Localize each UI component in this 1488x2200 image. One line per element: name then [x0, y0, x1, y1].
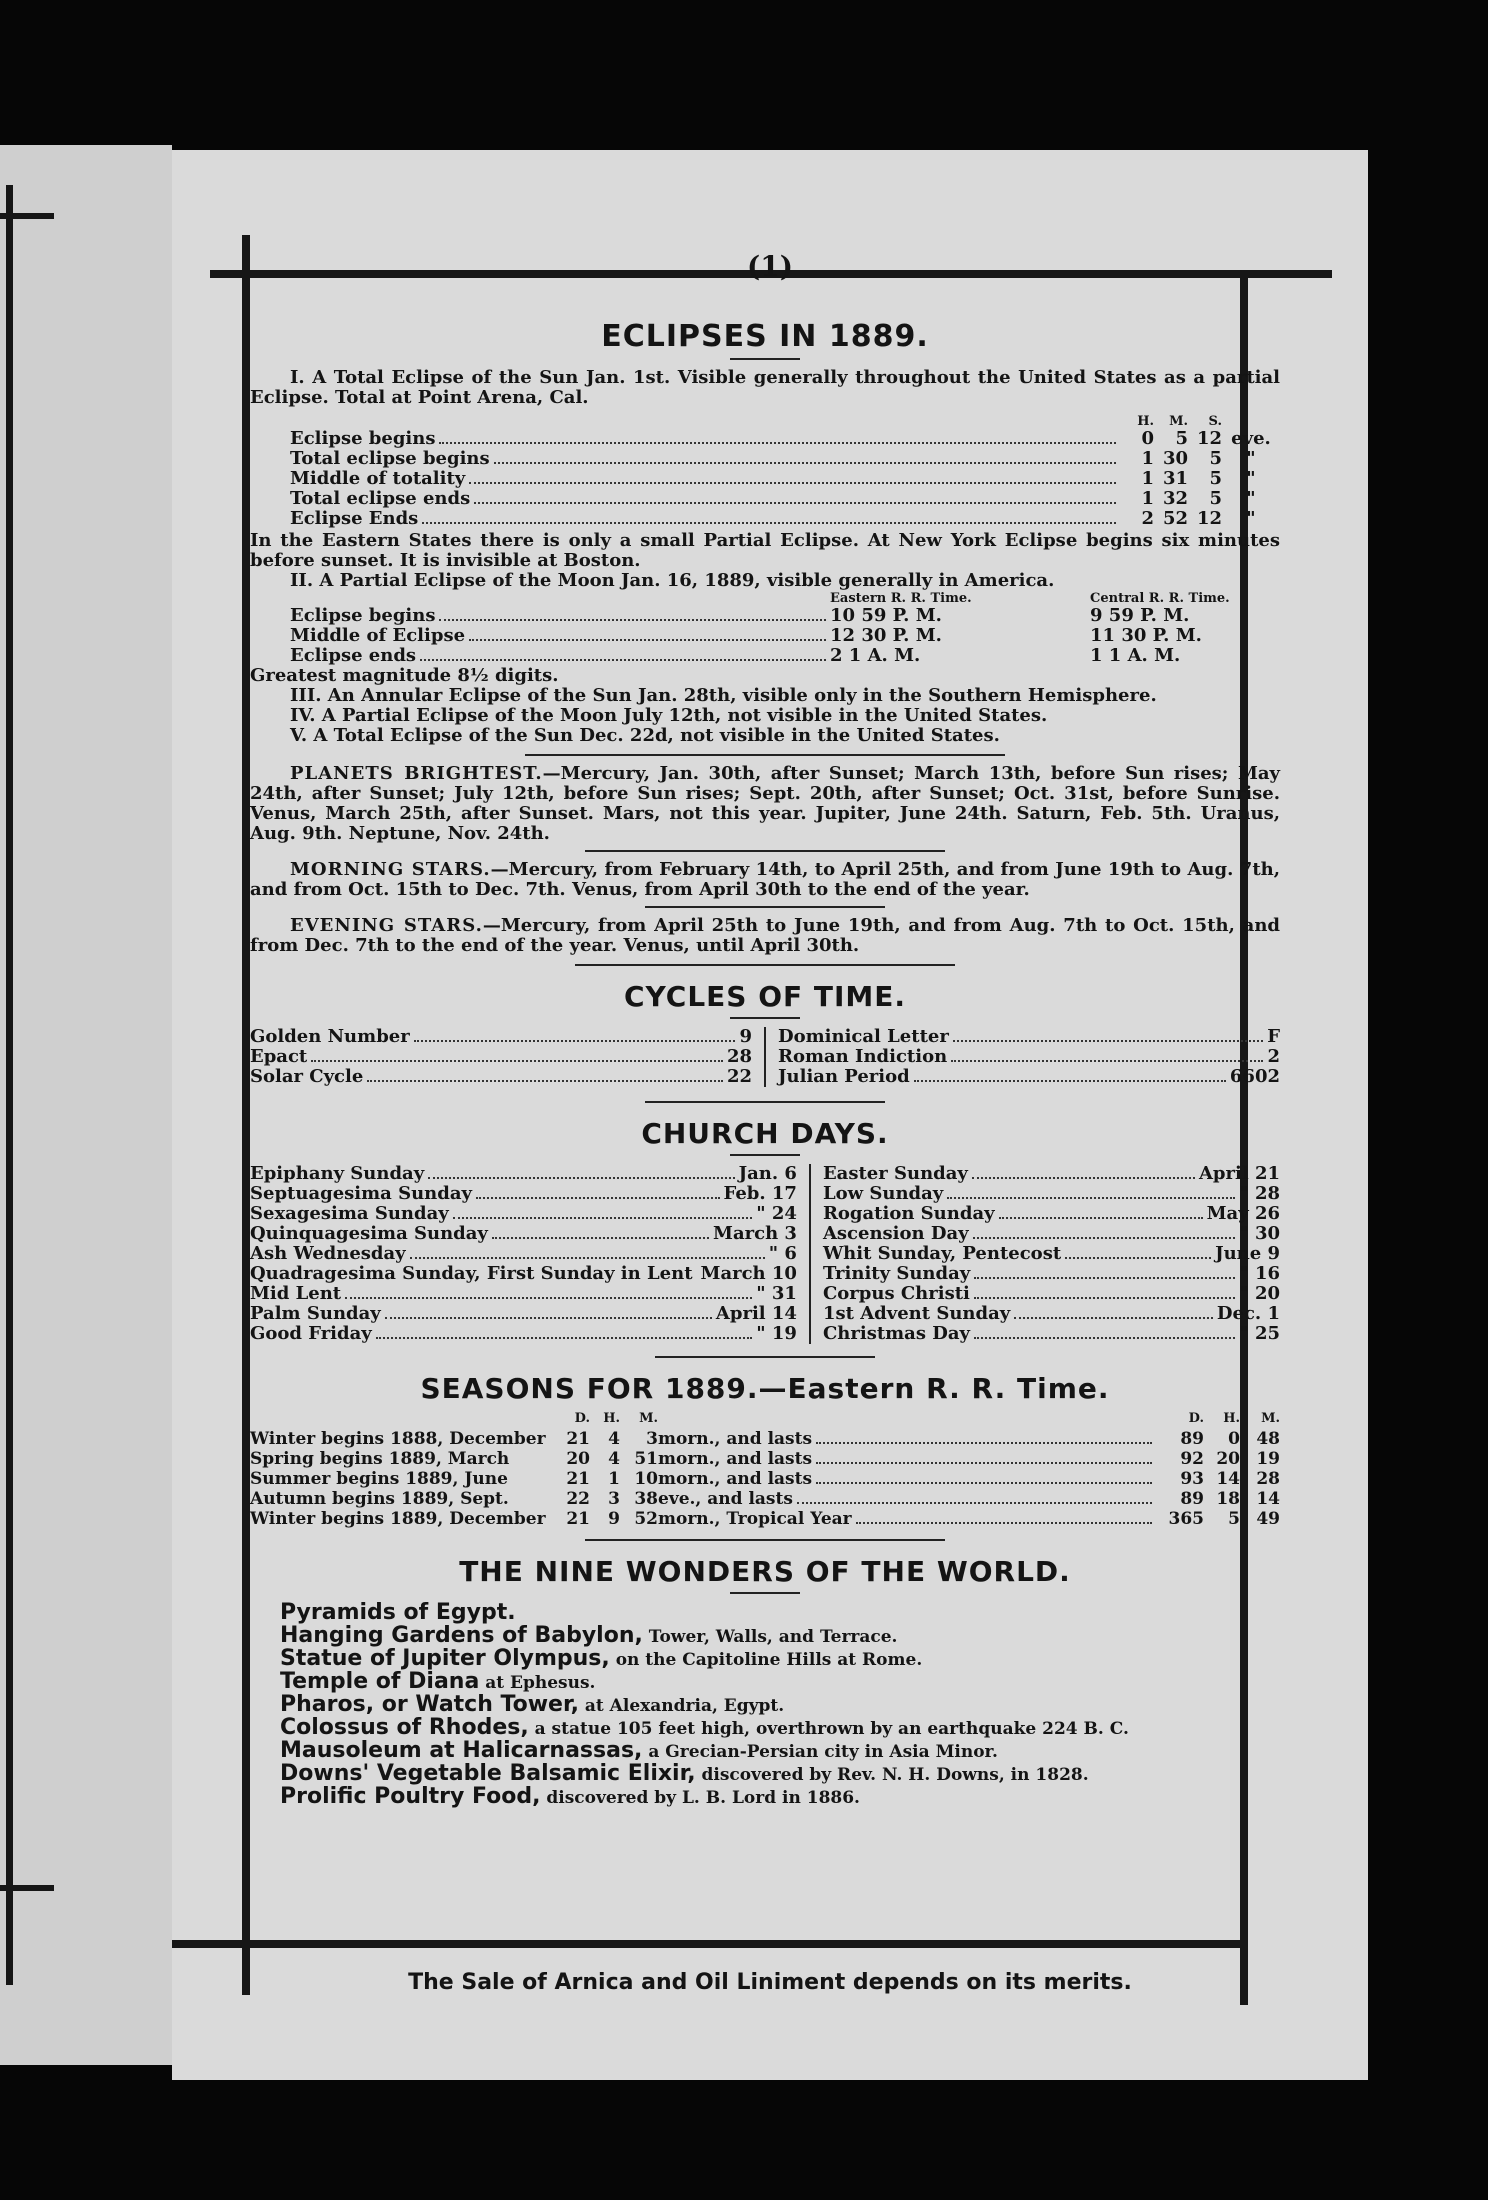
length-days: 89	[1180, 1489, 1204, 1509]
begin-day: 21	[566, 1509, 590, 1529]
leader-dots	[469, 639, 826, 641]
value-s: 5	[1209, 488, 1222, 509]
cycles-title: CYCLES OF TIME.	[623, 980, 907, 1013]
planets-paragraph	[250, 764, 1280, 844]
leader-dots	[439, 442, 1116, 444]
sun-eclipse-row	[290, 469, 1280, 489]
wonder-detail: on the Capitoline Hills at Rome.	[615, 1650, 923, 1670]
church-day-row	[823, 1324, 1280, 1344]
page-content	[250, 305, 1280, 1809]
wonders-title: THE NINE WONDERS OF THE WORLD.	[459, 1555, 1071, 1588]
morning-paragraph	[250, 860, 1280, 900]
begin-minute: 51	[634, 1449, 658, 1469]
row-value: 9	[739, 1026, 752, 1047]
col-h: H.	[603, 1411, 620, 1426]
row-value: 6602	[1229, 1066, 1280, 1087]
wonder-detail: Tower, Walls, and Terrace.	[648, 1627, 898, 1647]
row-value: Dec. 1	[1216, 1303, 1280, 1324]
length-hours: 18	[1216, 1489, 1240, 1509]
seasons-title: SEASONS FOR 1889.—Eastern R. R. Time.	[420, 1372, 1110, 1405]
evening-paragraph	[250, 916, 1280, 956]
church-day-row	[823, 1244, 1280, 1264]
church-day-row	[823, 1284, 1280, 1304]
church-day-row	[250, 1184, 797, 1204]
begin-day: 21	[566, 1429, 590, 1449]
central-time: 1 1 A. M.	[1090, 645, 1181, 666]
eastern-note: In the Eastern States there is only a small Partial Eclipse. At New York Eclipse begins six minutes before sunset. It is invisible at Boston.	[250, 530, 1280, 571]
wonder-name: Prolific Poultry Food,	[280, 1784, 541, 1809]
leader-dots	[953, 1040, 1263, 1042]
cycle-row	[778, 1047, 1280, 1067]
row-value: 22	[726, 1066, 752, 1087]
row-label: Ash Wednesday	[250, 1243, 406, 1264]
length-days: 93	[1180, 1469, 1204, 1489]
col-d: D.	[574, 1411, 590, 1426]
church-day-row	[823, 1264, 1280, 1284]
wonder-item	[280, 1671, 1280, 1694]
title-rule	[730, 1592, 800, 1594]
length-minutes: 14	[1256, 1489, 1280, 1509]
sun-eclipse-row	[290, 509, 1280, 529]
wonders-list	[250, 1602, 1280, 1809]
row-label: Rogation Sunday	[822, 1203, 995, 1224]
leader-dots	[947, 1197, 1235, 1199]
footer-slogan: The Sale of Arnica and Oil Liniment depends on its merits.	[408, 1970, 1132, 1995]
church-day-row	[250, 1304, 797, 1324]
desc-text: morn., and lasts	[658, 1469, 813, 1489]
value-m: 5	[1175, 428, 1188, 449]
sun-eclipse-row	[290, 429, 1280, 449]
morning-head: MORNING STARS.	[290, 859, 491, 880]
season-label: Spring begins 1889, March	[250, 1449, 510, 1469]
row-label: Corpus Christi	[822, 1283, 970, 1304]
leader-dots	[476, 1197, 720, 1199]
moon-eclipse-row	[290, 626, 1280, 646]
magnitude: Greatest magnitude 8½ digits.	[250, 665, 559, 686]
row-value: " 19	[756, 1323, 797, 1344]
value-h: 1	[1141, 488, 1154, 509]
church-day-row	[823, 1184, 1280, 1204]
eclipse-item-4: IV. A Partial Eclipse of the Moon July 12th, not visible in the United States.	[290, 705, 1048, 726]
col-h: H.	[1223, 1411, 1240, 1426]
wonder-item	[280, 1648, 1280, 1671]
value-s: 12	[1196, 428, 1222, 449]
central-time-header: Central R. R. Time.	[1090, 591, 1230, 606]
eclipse-item-2: II. A Partial Eclipse of the Moon Jan. 16, 1889, visible generally in America.	[290, 570, 1055, 591]
season-desc	[658, 1489, 1156, 1509]
almanac-page	[172, 150, 1368, 2080]
church-day-row	[250, 1164, 797, 1184]
value-m: 32	[1162, 488, 1188, 509]
row-value: " 31	[756, 1283, 797, 1304]
church-day-row	[250, 1264, 797, 1284]
wonder-name: Statue of Jupiter Olympus,	[280, 1646, 610, 1671]
row-value: March 3	[713, 1223, 797, 1244]
length-hours: 14	[1216, 1469, 1240, 1489]
wonder-item	[280, 1763, 1280, 1786]
section-rule	[585, 1539, 945, 1541]
row-value: April 21	[1198, 1163, 1280, 1184]
row-label: Low Sunday	[822, 1183, 944, 1204]
cycle-row	[250, 1027, 752, 1047]
row-label: Eclipse ends	[290, 645, 417, 666]
season-row	[250, 1449, 1280, 1469]
leader-dots	[951, 1060, 1263, 1062]
wonder-name: Pyramids of Egypt.	[280, 1600, 516, 1625]
sun-eclipse-row	[290, 489, 1280, 509]
col-m: M.	[1169, 414, 1188, 429]
eastern-time: 2 1 A. M.	[830, 645, 921, 666]
row-label: Quinquagesima Sunday	[250, 1223, 488, 1244]
row-note: "	[1246, 508, 1256, 529]
eastern-time: 10 59 P. M.	[830, 605, 942, 626]
church-days-title: CHURCH DAYS.	[641, 1117, 889, 1150]
leader-dots	[973, 1237, 1236, 1239]
leader-dots	[422, 522, 1116, 524]
desc-text: morn., and lasts	[658, 1429, 813, 1449]
row-label: Easter Sunday	[822, 1163, 968, 1184]
value-h: 1	[1141, 448, 1154, 469]
leader-dots	[1014, 1317, 1213, 1319]
begin-minute: 52	[634, 1509, 658, 1529]
row-value: April 14	[715, 1303, 797, 1324]
season-desc	[658, 1469, 1156, 1489]
leader-dots	[410, 1257, 765, 1259]
border-line	[6, 185, 13, 1985]
season-row	[250, 1509, 1280, 1529]
season-label: Winter begins 1888, December	[250, 1429, 546, 1449]
length-minutes: 28	[1256, 1469, 1280, 1489]
eastern-time: 12 30 P. M.	[830, 625, 942, 646]
left-border	[242, 235, 250, 1995]
length-days: 92	[1180, 1449, 1204, 1469]
begin-hour: 9	[608, 1509, 620, 1529]
row-value: March 10	[700, 1263, 797, 1284]
season-desc	[658, 1449, 1156, 1469]
leader-dots	[856, 1522, 1152, 1524]
desc-text: morn., Tropical Year	[658, 1509, 852, 1529]
row-label: Epact	[250, 1046, 308, 1067]
moon-eclipse-row	[290, 606, 1280, 626]
moon-eclipse-row	[290, 646, 1280, 666]
church-left-column	[250, 1164, 797, 1344]
section-rule	[655, 1356, 875, 1358]
season-label: Winter begins 1889, December	[250, 1509, 546, 1529]
evening-text: —Mercury, from April 25th to June 19th, and from Aug. 7th to Oct. 15th, and from Dec. 7th to the end of the year. Venus, until April 30th.	[250, 915, 1280, 956]
column-divider	[809, 1164, 811, 1344]
leader-dots	[999, 1217, 1203, 1219]
row-label: Mid Lent	[250, 1283, 342, 1304]
border-tick	[0, 1885, 54, 1891]
wonder-detail: at Alexandria, Egypt.	[584, 1696, 785, 1716]
wonder-name: Colossus of Rhodes,	[280, 1715, 529, 1740]
leader-dots	[492, 1237, 709, 1239]
church-days-table	[250, 1164, 1280, 1344]
season-row	[250, 1489, 1280, 1509]
border-tick	[0, 213, 54, 219]
sun-eclipse-table	[290, 414, 1280, 529]
row-note: "	[1246, 488, 1256, 509]
value-h: 2	[1141, 508, 1154, 529]
row-label: Eclipse Ends	[290, 508, 419, 529]
length-days: 365	[1168, 1509, 1204, 1529]
title-rule	[730, 358, 800, 360]
leader-dots	[311, 1060, 723, 1062]
church-day-row	[823, 1204, 1280, 1224]
wonder-name: Pharos, or Watch Tower,	[280, 1692, 579, 1717]
eclipse-item-5: V. A Total Eclipse of the Sun Dec. 22d, not visible in the United States.	[290, 725, 1000, 746]
church-day-row	[823, 1304, 1280, 1324]
row-note: eve.	[1231, 428, 1271, 449]
value-m: 30	[1162, 448, 1188, 469]
page-number: (1)	[747, 250, 793, 283]
length-minutes: 48	[1256, 1429, 1280, 1449]
section-rule	[645, 1101, 885, 1103]
row-label: Palm Sunday	[250, 1303, 381, 1324]
row-label: Roman Indiction	[778, 1046, 948, 1067]
value-h: 0	[1141, 428, 1154, 449]
eclipse-item-3: III. An Annular Eclipse of the Sun Jan. 28th, visible only in the Southern Hemisphere.	[290, 685, 1157, 706]
begin-day: 20	[566, 1449, 590, 1469]
wonder-item	[280, 1602, 1280, 1625]
row-label: Eclipse begins	[290, 605, 436, 626]
leader-dots	[972, 1177, 1195, 1179]
row-label: Total eclipse ends	[290, 488, 471, 509]
begin-day: 21	[566, 1469, 590, 1489]
value-m: 31	[1162, 468, 1188, 489]
leader-dots	[974, 1297, 1235, 1299]
begin-day: 22	[566, 1489, 590, 1509]
row-label: Trinity Sunday	[822, 1263, 971, 1284]
begin-hour: 4	[608, 1429, 620, 1449]
leader-dots	[376, 1337, 753, 1339]
column-divider	[764, 1027, 766, 1087]
leader-dots	[453, 1217, 753, 1219]
row-value: Jan. 6	[738, 1163, 797, 1184]
wonder-detail: a Grecian-Persian city in Asia Minor.	[648, 1742, 998, 1762]
section-rule	[525, 754, 1005, 756]
wonder-item	[280, 1786, 1280, 1809]
leader-dots	[469, 482, 1116, 484]
church-day-row	[250, 1204, 797, 1224]
row-value: 2	[1267, 1046, 1280, 1067]
row-label: Middle of Eclipse	[290, 625, 466, 646]
col-h: H.	[1137, 414, 1154, 429]
cycle-row	[778, 1067, 1280, 1087]
row-label: Christmas Day	[822, 1323, 970, 1344]
evening-head: EVENING STARS.	[290, 915, 483, 936]
wonder-name: Hanging Gardens of Babylon,	[280, 1623, 643, 1648]
row-value: 28	[726, 1046, 752, 1067]
bottom-border	[172, 1940, 1242, 1948]
season-row	[250, 1429, 1280, 1449]
leader-dots	[1065, 1257, 1211, 1259]
morning-text: —Mercury, from February 14th, to April 25th, and from June 19th to Aug. 7th, and from Oct. 15th to Dec. 7th. Venus, from April 30th to the end of the year.	[250, 859, 1280, 900]
col-m: M.	[1261, 1411, 1280, 1426]
wonder-item	[280, 1694, 1280, 1717]
church-day-row	[250, 1244, 797, 1264]
leader-dots	[385, 1317, 712, 1319]
value-h: 1	[1141, 468, 1154, 489]
season-row	[250, 1469, 1280, 1489]
section-rule	[575, 964, 955, 966]
col-s: S.	[1208, 414, 1222, 429]
row-value: " 25	[1239, 1323, 1280, 1344]
cycle-row	[778, 1027, 1280, 1047]
row-label: Golden Number	[250, 1026, 410, 1047]
begin-minute: 10	[634, 1469, 658, 1489]
season-label: Summer begins 1889, June	[250, 1469, 508, 1489]
row-label: Middle of totality	[290, 468, 466, 489]
row-value: " 28	[1239, 1183, 1280, 1204]
leader-dots	[974, 1277, 1235, 1279]
row-value: " 30	[1239, 1223, 1280, 1244]
row-value: " 20	[1239, 1283, 1280, 1304]
seasons-header	[250, 1409, 1280, 1429]
value-s: 12	[1196, 508, 1222, 529]
cycles-right-column	[778, 1027, 1280, 1087]
wonder-detail: discovered by L. B. Lord in 1886.	[546, 1788, 860, 1808]
title-rule	[730, 1154, 800, 1156]
sun-eclipse-row	[290, 449, 1280, 469]
cycle-row	[250, 1047, 752, 1067]
begin-hour: 4	[608, 1449, 620, 1469]
row-value: F	[1267, 1026, 1280, 1047]
row-label: Ascension Day	[822, 1223, 969, 1244]
length-hours: 0	[1228, 1429, 1240, 1449]
row-label: Whit Sunday, Pentecost	[822, 1243, 1062, 1264]
wonder-detail: a statue 105 feet high, overthrown by an earthquake 224 B. C.	[534, 1719, 1129, 1739]
leader-dots	[367, 1080, 723, 1082]
length-minutes: 19	[1256, 1449, 1280, 1469]
eastern-time-header: Eastern R. R. Time.	[830, 591, 972, 606]
leader-dots	[797, 1502, 1152, 1504]
leader-dots	[494, 462, 1116, 464]
value-s: 5	[1209, 448, 1222, 469]
central-time: 11 30 P. M.	[1090, 625, 1202, 646]
row-label: Good Friday	[250, 1323, 372, 1344]
row-label: Solar Cycle	[250, 1066, 364, 1087]
leader-dots	[474, 502, 1116, 504]
adjacent-page-edge	[0, 145, 172, 2065]
church-day-row	[250, 1284, 797, 1304]
central-time: 9 59 P. M.	[1090, 605, 1190, 626]
leader-dots	[816, 1442, 1152, 1444]
length-minutes: 49	[1256, 1509, 1280, 1529]
wonder-name: Mausoleum at Halicarnassas,	[280, 1738, 643, 1763]
row-note: "	[1246, 448, 1256, 469]
church-right-column	[823, 1164, 1280, 1344]
row-label: Julian Period	[778, 1066, 910, 1087]
desc-text: eve., and lasts	[658, 1489, 793, 1509]
begin-hour: 1	[608, 1469, 620, 1489]
row-note: "	[1246, 468, 1256, 489]
wonder-detail: discovered by Rev. N. H. Downs, in 1828.	[701, 1765, 1089, 1785]
cycles-table	[250, 1027, 1280, 1087]
season-desc	[658, 1429, 1156, 1449]
wonder-item	[280, 1740, 1280, 1763]
leader-dots	[420, 659, 826, 661]
church-day-row	[823, 1164, 1280, 1184]
row-label: Dominical Letter	[778, 1026, 949, 1047]
col-d: D.	[1188, 1411, 1204, 1426]
leader-dots	[914, 1080, 1226, 1082]
leader-dots	[439, 619, 826, 621]
row-label: Eclipse begins	[290, 428, 436, 449]
wonder-detail: at Ephesus.	[485, 1673, 596, 1693]
moon-eclipse-header	[290, 591, 1280, 606]
leader-dots	[816, 1482, 1152, 1484]
row-value: " 24	[756, 1203, 797, 1224]
begin-hour: 3	[608, 1489, 620, 1509]
row-label: Septuagesima Sunday	[250, 1183, 472, 1204]
row-label: Sexagesima Sunday	[250, 1203, 449, 1224]
wonder-item	[280, 1625, 1280, 1648]
church-day-row	[250, 1324, 797, 1344]
length-hours: 20	[1216, 1449, 1240, 1469]
wonder-name: Downs' Vegetable Balsamic Elixir,	[280, 1761, 696, 1786]
begin-minute: 38	[634, 1489, 658, 1509]
wonder-item	[280, 1717, 1280, 1740]
row-value: " 6	[768, 1243, 797, 1264]
leader-dots	[974, 1337, 1235, 1339]
row-value: " 16	[1239, 1263, 1280, 1284]
desc-text: morn., and lasts	[658, 1449, 813, 1469]
row-label: Quadragesima Sunday, First Sunday in Lent	[250, 1263, 693, 1284]
title-rule	[730, 1017, 800, 1019]
leader-dots	[816, 1462, 1152, 1464]
leader-dots	[414, 1040, 736, 1042]
wonder-name: Temple of Diana	[280, 1669, 480, 1694]
row-label: Epiphany Sunday	[250, 1163, 425, 1184]
sun-eclipse-header	[290, 414, 1280, 429]
value-m: 52	[1162, 508, 1188, 529]
section-rule	[645, 906, 885, 908]
moon-eclipse-table	[290, 591, 1280, 666]
season-desc	[658, 1509, 1156, 1529]
leader-dots	[345, 1297, 752, 1299]
eclipse-item-1: I. A Total Eclipse of the Sun Jan. 1st. Visible generally throughout the United States as a partial Eclipse. Total at Point Arena, Cal.	[250, 367, 1280, 408]
row-value: Feb. 17	[723, 1183, 797, 1204]
value-s: 5	[1209, 468, 1222, 489]
section-rule	[585, 850, 945, 852]
row-label: Total eclipse begins	[290, 448, 490, 469]
church-day-row	[250, 1224, 797, 1244]
cycle-row	[250, 1067, 752, 1087]
col-m: M.	[639, 1411, 658, 1426]
cycles-left-column	[250, 1027, 752, 1087]
church-day-row	[823, 1224, 1280, 1244]
eclipses-title: ECLIPSES IN 1889.	[601, 319, 929, 354]
row-value: June 9	[1215, 1243, 1280, 1264]
length-days: 89	[1180, 1429, 1204, 1449]
row-value: May 26	[1206, 1203, 1280, 1224]
planets-text: —Mercury, Jan. 30th, after Sunset; March 13th, before Sun rises; May 24th, after Sunset; July 12th, before Sun rises; Sept. 20th, after Sunset; Oct. 31st, before Sunrise. Venus, March 25th, after Sunset. Mars, not this year. Jupiter, June 24th. Saturn, Feb. 5th. Uranus, Aug. 9th. Neptune, Nov. 24th.	[250, 763, 1280, 844]
begin-minute: 3	[646, 1429, 658, 1449]
planets-head: PLANETS BRIGHTEST.	[290, 763, 543, 784]
season-label: Autumn begins 1889, Sept.	[250, 1489, 509, 1509]
row-label: 1st Advent Sunday	[822, 1303, 1011, 1324]
leader-dots	[428, 1177, 734, 1179]
length-hours: 5	[1228, 1509, 1240, 1529]
